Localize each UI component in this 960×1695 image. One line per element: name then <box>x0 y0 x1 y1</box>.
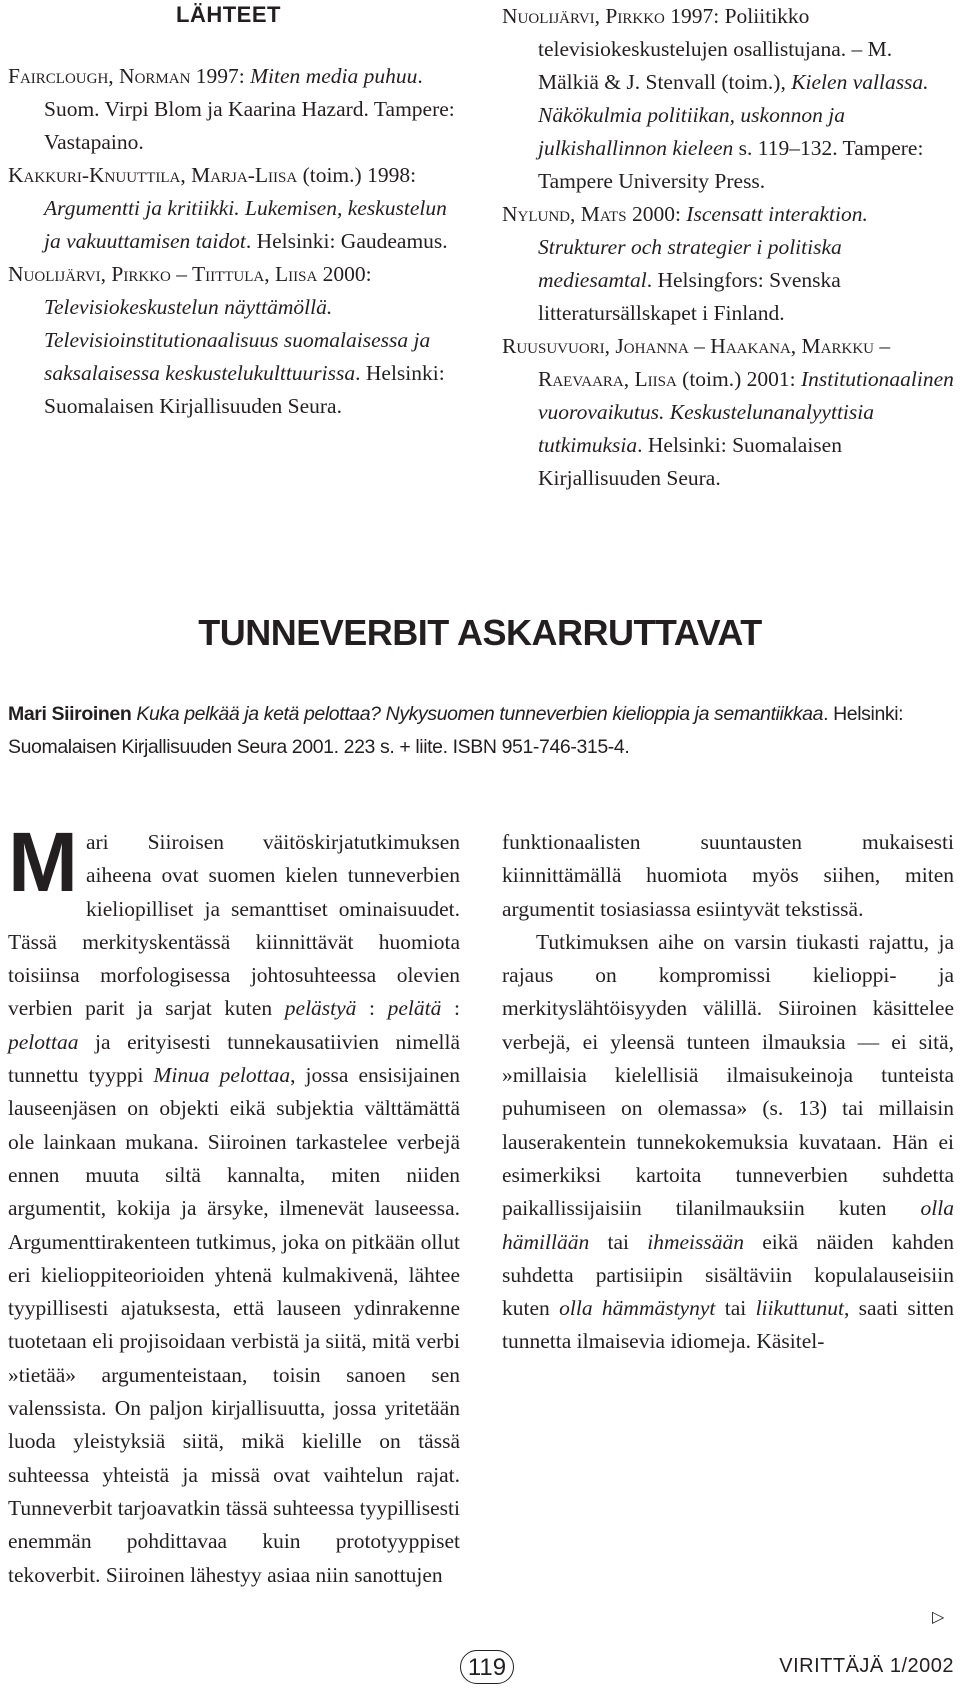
review-body-right-column <box>502 826 954 1359</box>
review-title: TUNNEVERBIT ASKARRUTTAVAT <box>198 612 762 653</box>
references-left-column <box>8 0 458 423</box>
review-book-title: Kuka pelkää ja ketä pelottaa? Nykysuomen tunneverbien kielioppia ja semantiikkaa <box>136 703 824 725</box>
body-paragraph: Mari Siiroisen väitöskirjatutkimuksen aiheena ovat suomen kielen tunneverbien kieliopilliset ja semanttiset ominaisuudet. Tässä merkityskentässä kiinnittävät huomiota toisiinsa morfologisessa johtosuhteessa olevien verbien parit ja sarjat kuten pelästyä : pelätä : pelottaa ja erityisesti tunnekausatiivien nimellä tunnettu tyyppi Minua pelottaa, jossa ensisijainen lauseenjäsen on objekti eikä subjektia välttämättä ole lainkaan mukana. Siiroinen tarkastelee verbejä ennen muuta siltä kannalta, miten niiden argumentit, kokija ja ärsyke, ilmenevät lauseessa. Argumenttirakenteen tutkimus, joka on pitkään ollut eri kielioppiteorioiden yhtenä kulmakivenä, lähtee tyypillisesti ajatuksesta, että lauseen ydinrakenne tuotetaan eli projisoidaan verbistä ja siitä, mitä verbi »tietää» argumenteistaan, toisin sanoen sen valenssista. On paljon kirjallisuutta, jossa yritetään luoda yleistyksiä siitä, mikä kielille on tässä suhteessa yhteistä ja missä ovat vaihtelun rajat. Tunneverbit tarjoavatkin tässä suhteessa tyypillisesti enemmän pohdittavaa kuin prototyyppiset tekoverbit. Siiroinen lähestyy asiaa niin sanottujen <box>8 815 460 1587</box>
page-number: 119 <box>460 1650 514 1684</box>
journal-issue: VIRITTÄJÄ 1/2002 <box>779 1655 954 1677</box>
reference-entry: Nuolijärvi, Pirkko 1997: Poliitikko televisiokeskustelujen osallistujana. – M. Mälkiä & J. Stenvall (toim.), Kielen vallassa. Näkökulmia politiikan, uskonnon ja julkishallinnon kieleen s. 119–132. Tampere: Tampere University Press. <box>502 4 929 193</box>
continue-arrow-icon: ▷ <box>932 1609 945 1626</box>
references-right-column <box>502 0 954 495</box>
reference-entry: Ruusuvuori, Johanna – Haakana, Markku – Raevaara, Liisa (toim.) 2001: Institutionaalinen vuorovaikutus. Keskustelunanalyyttisia tutkimuksia. Helsinki: Suomalaisen Kirjallisuuden Seura. <box>502 334 954 490</box>
drop-cap: M <box>8 815 78 909</box>
review-bibliographic-info <box>8 698 952 764</box>
body-paragraph-continuation: funktionaalisten suuntausten mukaisesti kiinnittämällä huomiota myös siihen, miten argumentit tosiasiassa esiintyvät tekstissä. <box>502 830 954 921</box>
review-body-left-column <box>8 815 460 1592</box>
review-publication-details: . Helsinki: Suomalaisen Kirjallisuuden Seura 2001. 223 s. + liite. ISBN 951-746-315-4. <box>8 703 904 758</box>
references-heading: LÄHTEET <box>176 2 281 27</box>
body-paragraph: Tutkimuksen aihe on varsin tiukasti rajattu, ja rajaus on kompromissi kielioppi- ja merkityslähtöisyyden välillä. Siiroinen käsittelee verbejä, ei yleensä tunteen ilmauksia — ei sitä, »millaisia kielellisiä ilmaisukeinoja tunteista puhumiseen on olemassa» (s. 13) tai millaisin lauserakentein tunnekokemuksia kuvataan. Hän ei esimerkiksi kartoita tunneverbien suhdetta paikallissijaisiin tilanilmauksiin kuten olla hämillään tai ihmeissään eikä näiden kahden suhdetta partisiipin sisältäviin kopulalauseisiin kuten olla hämmästynyt tai liikuttunut, saati sitten tunnetta ilmaisevia idiomeja. Käsitel- <box>502 929 954 1354</box>
reference-entry: Nuolijärvi, Pirkko – Tiittula, Liisa 2000: Televisiokeskustelun näyttämöllä. Televisioinstitutionaalisuus suomalaisessa ja saksalaisessa keskustelukulttuurissa. Helsinki: Suomalaisen Kirjallisuuden Seura. <box>8 262 445 418</box>
review-book-author: Mari Siiroinen <box>8 703 132 725</box>
reference-entry: Fairclough, Norman 1997: Miten media puhuu. Suom. Virpi Blom ja Kaarina Hazard. Tampere: Vastapaino. <box>8 64 455 154</box>
reference-entry: Kakkuri-Knuuttila, Marja-Liisa (toim.) 1998: Argumentti ja kritiikki. Lukemisen, keskustelun ja vakuuttamisen taidot. Helsinki: Gaudeamus. <box>8 163 448 253</box>
reference-entry: Nylund, Mats 2000: Iscensatt interaktion. Strukturer och strategier i politiska mediesamtal. Helsingfors: Svenska litteratursällskapet i Finland. <box>502 202 868 325</box>
